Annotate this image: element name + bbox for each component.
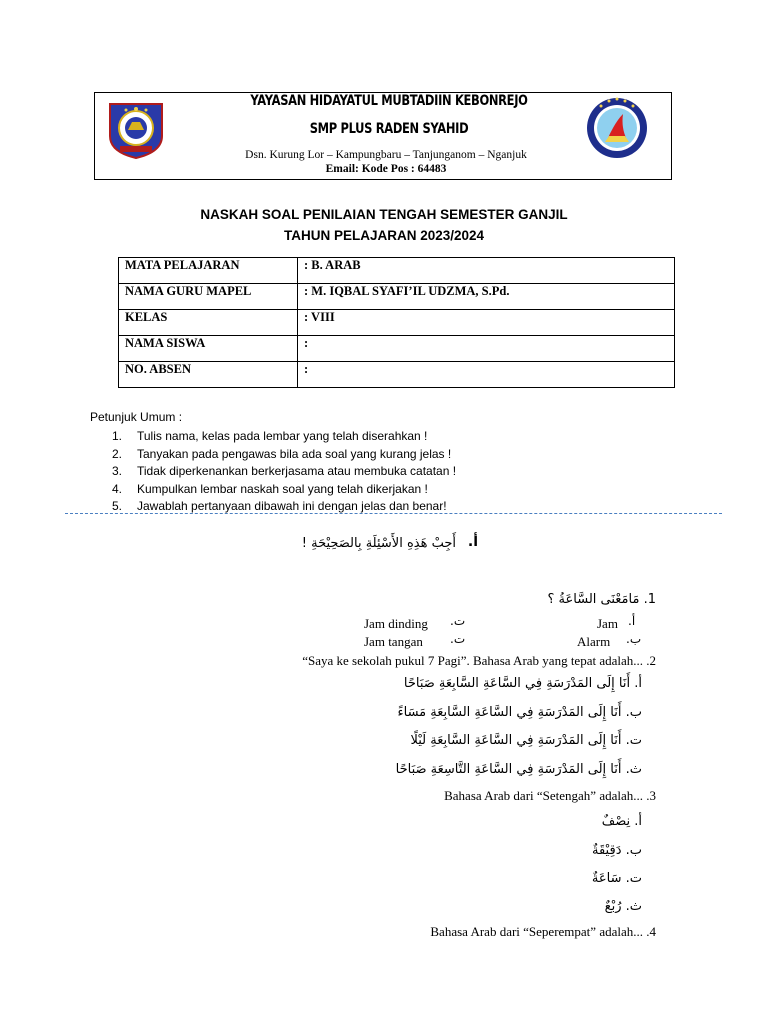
q1-option-a-letter: أ. bbox=[628, 614, 636, 628]
list-number: 1. bbox=[112, 429, 123, 443]
table-row bbox=[119, 284, 675, 310]
table-row bbox=[119, 258, 675, 284]
instruction-text: Jawablah pertanyaan dibawah ini dengan jelas dan benar! bbox=[137, 499, 447, 513]
question-4: Bahasa Arab dari “Seperempat” adalah... .4 bbox=[430, 924, 656, 939]
instructions-heading: Petunjuk Umum : bbox=[90, 410, 183, 424]
question-1: 1. مَامَعْنَى السَّاعَةُ ؟ bbox=[547, 592, 656, 607]
table-row bbox=[119, 362, 675, 388]
list-item bbox=[112, 481, 456, 499]
foundation-logo bbox=[104, 96, 168, 160]
instructions-list bbox=[112, 428, 456, 516]
q3-option-b: ب. دَقِيْقَةٌ bbox=[592, 843, 642, 858]
instruction-text: Tulis nama, kelas pada lembar yang telah diserahkan ! bbox=[137, 429, 428, 443]
question-3: Bahasa Arab dari “Setengah” adalah... .3 bbox=[444, 788, 656, 803]
list-number: 5. bbox=[112, 499, 123, 513]
q1-option-b-text: Alarm bbox=[577, 634, 611, 649]
instruction-text: Kumpulkan lembar naskah soal yang telah dikerjakan ! bbox=[137, 481, 428, 496]
section-divider bbox=[65, 513, 722, 514]
q2-option-d: ث. أَنَا إِلَى المَدْرَسَةِ فِي السَّاعَةِ التَّاسِعَةِ صَبَاحًا bbox=[395, 762, 642, 777]
foundation-name: YAYASAN HIDAYATUL MUBTADIIN KEBONREJO bbox=[250, 93, 528, 109]
academic-year: TAHUN PELAJARAN 2023/2024 bbox=[283, 228, 485, 243]
q1-option-c-text: Jam dinding bbox=[364, 616, 428, 631]
q2-option-a: أ. أَنَا إِلَى المَدْرَسَةِ فِي السَّاعَةِ السَّابِعَةِ صَبَاحًا bbox=[403, 676, 642, 691]
exam-title: NASKAH SOAL PENILAIAN TENGAH SEMESTER GANJIL bbox=[200, 207, 568, 222]
info-value: : bbox=[298, 336, 675, 362]
info-label: NAMA GURU MAPEL bbox=[119, 284, 298, 310]
section-instruction: أَجِبْ هَذِهِ الأَسْئِلَةِ بِالصَحِيْحَةِ ! bbox=[301, 536, 456, 551]
q1-option-b-letter: ب. bbox=[626, 632, 642, 646]
q1-option-d-text: Jam tangan bbox=[364, 634, 423, 649]
q2-option-b: ب. أَنَا إِلَى المَدْرَسَةِ فِي السَّاعَةِ السَّابِعَةِ مَسَاءً bbox=[397, 705, 642, 720]
student-info-table bbox=[118, 257, 675, 388]
info-value: : M. IQBAL SYAFI’IL UDZMA, S.Pd. bbox=[298, 284, 675, 310]
list-number: 2. bbox=[112, 446, 123, 461]
info-label: NO. ABSEN bbox=[119, 362, 298, 388]
q1-option-a-text: Jam bbox=[597, 616, 618, 631]
info-label: MATA PELAJARAN bbox=[119, 258, 298, 284]
list-number: 4. bbox=[112, 481, 123, 496]
q2-option-c: ت. أَنَا إِلَى المَدْرَسَةِ فِي السَّاعَةِ السَّابِعَةِ لَيْلًا bbox=[410, 733, 642, 748]
list-item bbox=[112, 428, 456, 446]
info-label: KELAS bbox=[119, 310, 298, 336]
list-item bbox=[112, 446, 456, 464]
question-2: “Saya ke sekolah pukul 7 Pagi”. Bahasa Arab yang tepat adalah... .2 bbox=[302, 653, 656, 668]
school-address: Dsn. Kurung Lor – Kampungbaru – Tanjunganom – Nganjuk bbox=[245, 149, 527, 161]
q1-option-d-letter: ت. bbox=[450, 632, 466, 646]
q3-option-a: أ. نِصْفٌ bbox=[601, 814, 642, 829]
info-label: NAMA SISWA bbox=[119, 336, 298, 362]
instruction-text: Tidak diperkenankan berkerjasama atau membuka catatan ! bbox=[137, 464, 457, 478]
list-number: 3. bbox=[112, 464, 123, 478]
section-marker: أ. bbox=[467, 534, 478, 550]
table-row bbox=[119, 336, 675, 362]
instruction-text: Tanyakan pada pengawas bila ada soal yang kurang jelas ! bbox=[137, 446, 452, 461]
info-value: : B. ARAB bbox=[298, 258, 675, 284]
school-email: Email: Kode Pos : 64483 bbox=[325, 163, 447, 175]
info-value: : VIII bbox=[298, 310, 675, 336]
list-item bbox=[112, 463, 456, 481]
info-value: : bbox=[298, 362, 675, 388]
school-name: SMP PLUS RADEN SYAHID bbox=[309, 121, 469, 137]
q1-option-c-letter: ت. bbox=[450, 614, 466, 628]
q3-option-d: ث. رُبْعٌ bbox=[604, 899, 642, 914]
q3-option-c: ت. سَاعَةٌ bbox=[591, 871, 642, 886]
table-row bbox=[119, 310, 675, 336]
